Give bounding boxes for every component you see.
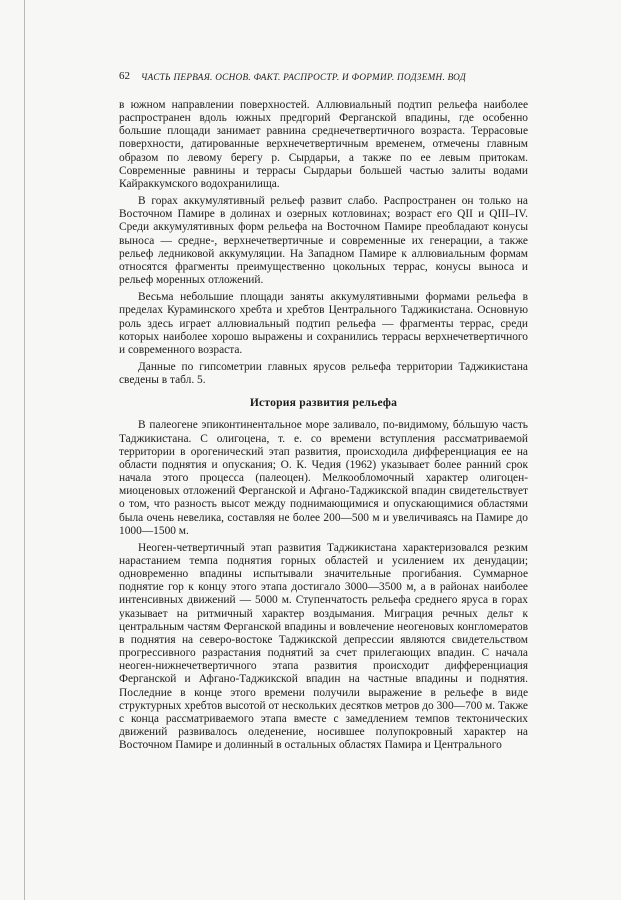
- paragraph: Весьма небольшие площади заняты аккумулятивными формами рельефа в пределах Кураминского хребта и хребтов Центрального Таджикистана. Основную роль здесь играет аллювиальный подтип рельефа — фрагменты террас, среди которых наиболее хорошо выражены и сохранились террасы верхнечетвертичного и современного возраста.: [119, 291, 528, 356]
- page-number: 62: [119, 70, 130, 82]
- paragraph: В палеогене эпиконтинентальное море заливало, по-видимому, бóльшую часть Таджикистана. С олигоцена, т. е. со времени вступления рассматриваемой территории в орогенический этап развития, происходила дифференциация ее на области поднятия и опускания; О. К. Чедия (1962) указывает более ранний срок начала этого процесса (палеоцен). Мелкообломочный характер олигоцен-миоценовых отложений Ферганской и Афгано-Таджикской впадин свидетельствует о том, что разность высот между поднимающимися и опускающимися областями была очень невелика, составляя не более 200—500 м и увеличиваясь на Памире до 1000—1500 м.: [119, 419, 528, 537]
- running-title: ЧАСТЬ ПЕРВАЯ. ОСНОВ. ФАКТ. РАСПРОСТР. И ФОРМИР. ПОДЗЕМН. ВОД: [141, 72, 467, 82]
- section-title: История развития рельефа: [249, 396, 398, 410]
- page-edge-line: [24, 0, 25, 900]
- paragraph: Данные по гипсометрии главных ярусов рельефа территории Таджикистана сведены в табл. 5.: [119, 360, 528, 387]
- paragraph: Неоген-четвертичный этап развития Таджикистана характеризовался резким нарастанием темпа поднятия горных областей и усилением их денудации; одновременно впадины испытывали значительные прогибания. Суммарное поднятие гор к концу этого этапа достигало 3000—3500 м, а в районах наиболее интенсивных движений — 5000 м. Ступенчатость рельефа среднего яруса в горах указывает на ритмичный характер воздымания. Миграция речных дельт к центральным частям Ферганской впадины и вовлечение неогеновых конгломератов в поднятия на северо-востоке Таджикской депрессии являются свидетельством прогрессивного разрастания поднятий за счет прилегающих впадин. С начала неоген-нижнечетвертичного этапа развития происходит дифференциация Ферганской и Афгано-Таджикской впадин на частные впадины и поднятия. Последние в конце этого времени получили выражение в рельефе в виде структурных хребтов высотой от нескольких десятков метров до 300—700 м. Также с конца рассматриваемого этапа вместе с замедлением темпов тектонических движений развивалось оледенение, носившее полупокровный характер на Восточном Памире и долинный в остальных областях Памира и Центрального: [119, 541, 528, 752]
- body-text: [119, 99, 528, 756]
- paragraph: В горах аккумулятивный рельеф развит слабо. Распространен он только на Восточном Памире в долинах и озерных котловинах; возраст его QII и QIII–IV. Среди аккумулятивных форм рельефа на Восточном Памире преобладают конусы выноса — средне-, верхнечетвертичные и современные их генерации, а также рельеф ледниковой аккумуляции. На Западном Памире к аллювиальным формам относятся фрагменты преимущественно цокольных террас, конусы выноса и рельеф моренных отложений.: [119, 195, 528, 287]
- paragraph: в южном направлении поверхностей. Аллювиальный подтип рельефа наиболее распространен вдоль южных предгорий Ферганской впадины, где особенно большие площади занимает равнина среднечетвертичного возраста. Террасовые поверхности, датированные верхнечетвертичным временем, отмечены главным образом по левому берегу р. Сырдарьи, а также по ее левым притокам. Современные равнины и террасы Сырдарьи большей частью залиты водами Кайраккумского водохранилища.: [119, 99, 528, 190]
